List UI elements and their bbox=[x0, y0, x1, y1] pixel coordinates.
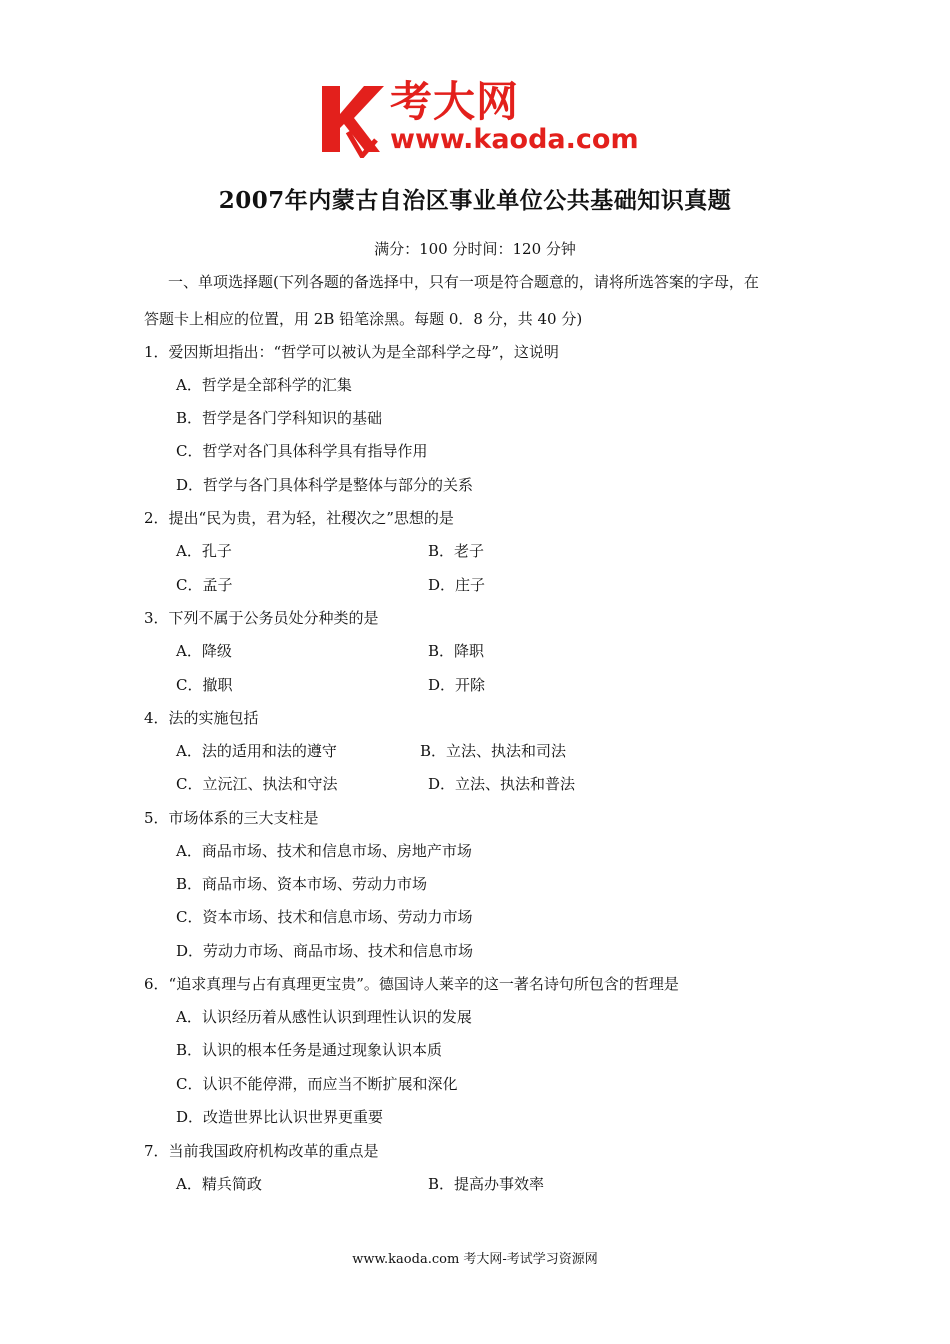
option-c: C．资本市场、技术和信息市场、劳动力市场 bbox=[176, 908, 473, 926]
logo-url-text: www.kaoda.com bbox=[390, 124, 639, 155]
option-a: A．降级 bbox=[176, 642, 232, 660]
option-b: B．降职 bbox=[428, 642, 485, 660]
option-d: D．庄子 bbox=[428, 576, 486, 594]
question-stem: 2．提出“民为贵，君为轻，社稷次之”思想的是 bbox=[144, 509, 454, 527]
option-d: D．改造世界比认识世界更重要 bbox=[176, 1108, 384, 1126]
question-stem: 5．市场体系的三大支柱是 bbox=[144, 809, 319, 827]
option-c: C．撤职 bbox=[176, 676, 233, 694]
score-time-line: 满分：100 分时间：120 分钟 bbox=[374, 240, 576, 258]
option-a: A．商品市场、技术和信息市场、房地产市场 bbox=[176, 842, 472, 860]
section-instruction-line2: 答题卡上相应的位置，用 2B 铅笔涂黑。每题 0．8 分，共 40 分) bbox=[144, 310, 583, 328]
option-a: A．认识经历着从感性认识到理性认识的发展 bbox=[176, 1008, 472, 1026]
question-stem: 4．法的实施包括 bbox=[144, 709, 259, 727]
option-a: A．精兵简政 bbox=[176, 1175, 262, 1193]
option-b: B．老子 bbox=[428, 542, 485, 560]
page-footer: www.kaoda.com 考大网-考试学习资源网 bbox=[352, 1252, 598, 1267]
question-stem: 6．“追求真理与占有真理更宝贵”。德国诗人莱辛的这一著名诗句所包含的哲理是 bbox=[144, 975, 679, 993]
option-c: C．立沅江、执法和守法 bbox=[176, 775, 338, 793]
option-b: B．认识的根本任务是通过现象认识本质 bbox=[176, 1041, 443, 1059]
option-c: C．孟子 bbox=[176, 576, 233, 594]
option-c: C．认识不能停滞，而应当不断扩展和深化 bbox=[176, 1075, 458, 1093]
option-b: B．商品市场、资本市场、劳动力市场 bbox=[176, 875, 428, 893]
option-d: D．开除 bbox=[428, 676, 486, 694]
option-a: A．法的适用和法的遵守 bbox=[176, 742, 337, 760]
option-b: B．提高办事效率 bbox=[428, 1175, 545, 1193]
question-stem: 7．当前我国政府机构改革的重点是 bbox=[144, 1142, 379, 1160]
page-title: 2007年内蒙古自治区事业单位公共基础知识真题 bbox=[218, 187, 732, 214]
option-d: D．立法、执法和普法 bbox=[428, 775, 576, 793]
logo-k-mark bbox=[318, 80, 388, 158]
option-d: D．哲学与各门具体科学是整体与部分的关系 bbox=[176, 476, 474, 494]
question-stem: 1．爱因斯坦指出：“哲学可以被认为是全部科学之母”，这说明 bbox=[144, 343, 559, 361]
option-c: C．哲学对各门具体科学具有指导作用 bbox=[176, 442, 428, 460]
section-instruction-line1: 一、单项选择题(下列各题的备选择中，只有一项是符合题意的，请将所选答案的字母，在 bbox=[168, 273, 759, 291]
option-b: B．立法、执法和司法 bbox=[420, 742, 567, 760]
option-a: A．孔子 bbox=[176, 542, 232, 560]
question-stem: 3．下列不属于公务员处分种类的是 bbox=[144, 609, 379, 627]
option-d: D．劳动力市场、商品市场、技术和信息市场 bbox=[176, 942, 474, 960]
option-b: B．哲学是各门学科知识的基础 bbox=[176, 409, 383, 427]
option-a: A．哲学是全部科学的汇集 bbox=[176, 376, 352, 394]
logo-chinese-text: 考大网 bbox=[390, 77, 520, 126]
kaoda-logo bbox=[318, 78, 638, 160]
